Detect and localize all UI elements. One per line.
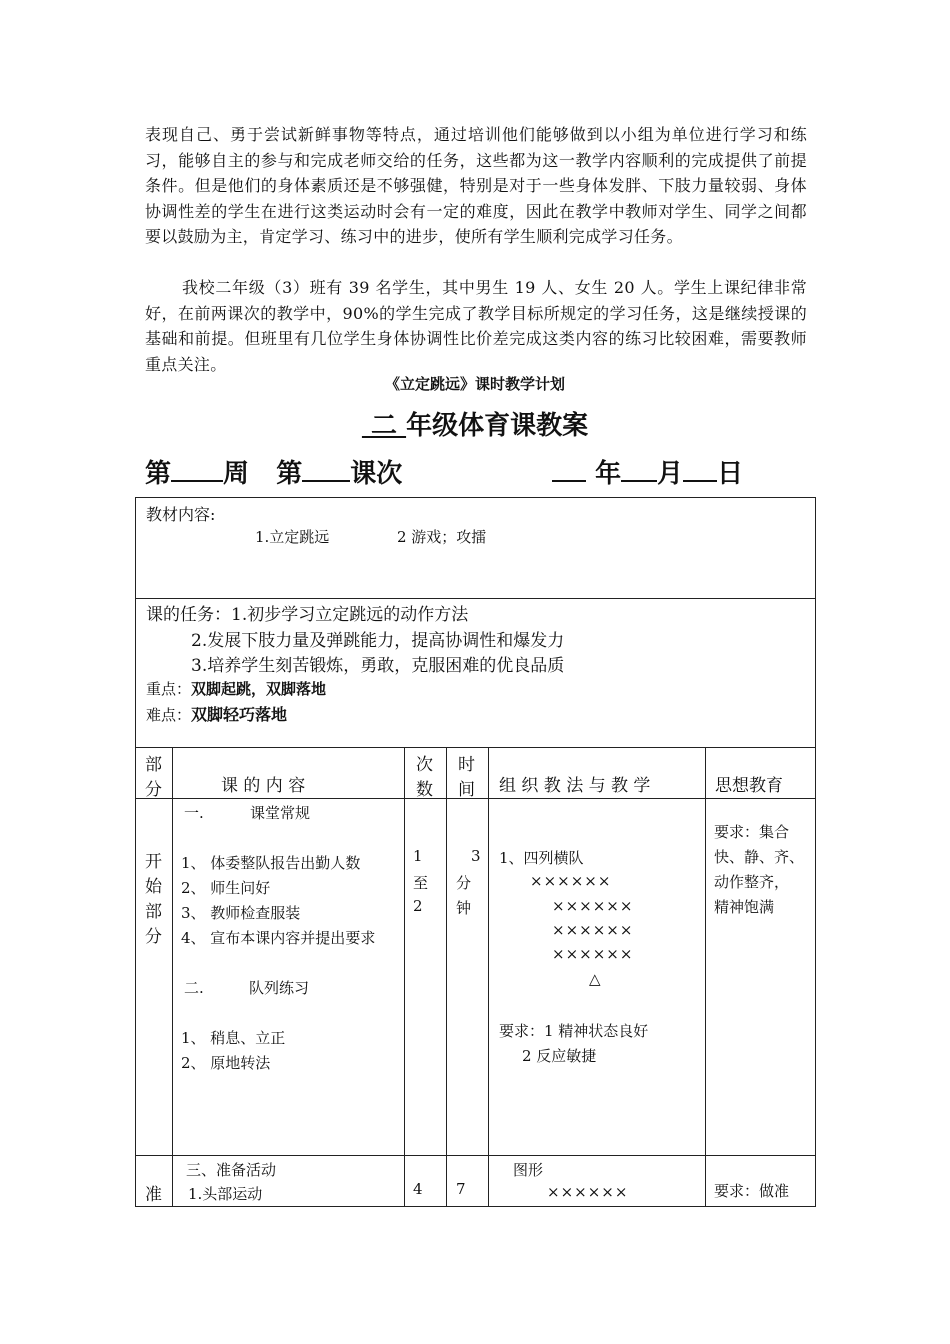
page-title: [0, 405, 950, 442]
start-times: 1: [413, 847, 423, 865]
divider: [135, 747, 816, 748]
task-2: 2.发展下肢力量及弹跳能力，提高协调性和爆发力: [191, 631, 565, 651]
title-suffix: 年级体育课教案: [406, 411, 589, 441]
method-requirement-2: 2 反应敏捷: [522, 1047, 597, 1065]
intro-paragraph-1: 表现自己、勇于尝试新鲜事物等特点，通过培训他们能够做到以小组为单位进行学习和练习，能够自主的参与和完成老师交给的任务，这些都为这一教学内容顺利的完成提供了前提条件。但是他们的身体素质还是不够强健，特别是对于一些身体发胖、下肢力量较弱、身体协调性差的学生在进行这类运动时会有一定的难度，因此在教学中教师对学生、同学之间都要以鼓励为主，肯定学习、练习中的进步，使所有学生顺利完成学习任务。: [145, 125, 807, 246]
content-item: 3、 教师检查服装: [181, 904, 301, 922]
start-part-char: 部: [145, 902, 162, 922]
column-line: [488, 747, 489, 1207]
key-point: 重点：双脚起跳，双脚落地: [146, 680, 327, 698]
prep-method: 图形: [513, 1161, 544, 1179]
teacher-triangle-icon: △: [589, 970, 601, 988]
section-1-number: 一.: [184, 804, 204, 822]
task-1: 课的任务：1.初步学习立定跳远的动作方法: [146, 605, 469, 625]
formation-row: ××××××: [552, 921, 634, 939]
header-part-2: 分: [145, 780, 162, 800]
start-part-char: 始: [145, 877, 162, 897]
divider: [135, 798, 816, 799]
content-item: 1、 稍息、立正: [181, 1029, 286, 1047]
material-label: 教材内容:: [146, 505, 216, 524]
task-3: 3.培养学生刻苦锻炼，勇敢，克服困难的优良品质: [191, 656, 565, 676]
start-duration: 分: [456, 874, 472, 892]
prep-part: 准: [145, 1185, 162, 1205]
prep-method: ××××××: [547, 1183, 629, 1201]
formation-row: ××××××: [552, 945, 634, 963]
start-part-char: 分: [145, 927, 162, 947]
education-line: 精神饱满: [714, 898, 775, 916]
header-duration-1: 时: [458, 755, 475, 775]
content-item: 1、 体委整队报告出勤人数: [181, 854, 361, 872]
column-line: [172, 747, 173, 1207]
start-times: 至: [413, 874, 429, 892]
content-item: 2、 原地转法: [181, 1054, 271, 1072]
header-times-2: 数: [416, 780, 433, 800]
column-line: [705, 747, 706, 1207]
method-requirement-1: 要求：1 精神状态良好: [499, 1022, 649, 1040]
start-duration: 3: [471, 847, 481, 865]
education-line: 要求：集合: [714, 823, 790, 841]
material-item-2: 2 游戏；攻擂: [397, 528, 487, 546]
column-line: [404, 747, 405, 1207]
column-line: [446, 747, 447, 1207]
start-part-char: 开: [145, 852, 162, 872]
prep-content: 1.头部运动: [188, 1185, 263, 1203]
header-part-1: 部: [145, 755, 162, 775]
section-2-number: 二.: [184, 979, 204, 997]
grade-number: 二: [370, 411, 397, 441]
education-line: 动作整齐，: [714, 873, 790, 891]
header-content: 课 的 内 容: [221, 776, 306, 796]
section-2-title: 队列练习: [249, 979, 310, 997]
prep-times: 4: [413, 1180, 423, 1198]
header-duration-2: 间: [458, 780, 475, 800]
formation-label: 1、四列横队: [499, 849, 584, 867]
formation-row: ××××××: [530, 872, 612, 890]
header-method: 组 织 教 法 与 教 学: [499, 776, 651, 796]
formation-row: ××××××: [552, 897, 634, 915]
header-times-1: 次: [416, 755, 433, 775]
week-line: 第 周 第 课次: [145, 453, 402, 490]
start-duration: 钟: [456, 899, 472, 917]
section-1-title: 课堂常规: [250, 804, 311, 822]
divider: [135, 598, 816, 599]
content-item: 2、 师生问好: [181, 879, 271, 897]
start-times: 2: [413, 897, 423, 915]
date-line: 年 月 日: [552, 453, 743, 490]
plan-title: 《立定跳远》课时教学计划: [384, 375, 565, 393]
content-item: 4、 宣布本课内容并提出要求: [181, 929, 376, 947]
material-item-1: 1.立定跳远: [255, 528, 330, 546]
education-line: 快、静、齐、: [714, 848, 805, 866]
divider: [135, 1155, 816, 1156]
intro-paragraph-2: 我校二年级（3）班有 39 名学生，其中男生 19 人、女生 20 人。学生上课纪律非常好，在前两课次的教学中，90%的学生完成了教学目标所规定的学习任务，这是继续授课的基础和前提。但班里有几位学生身体协调性比价差完成这类内容的练习比较困难，需要教师重点关注。: [145, 278, 807, 374]
difficulty-point: 难点：双脚轻巧落地: [146, 705, 288, 724]
prep-duration: 7: [456, 1180, 466, 1198]
prep-content: 三、准备活动: [186, 1161, 277, 1179]
header-education: 思想教育: [715, 776, 783, 796]
prep-education: 要求：做准: [714, 1182, 790, 1200]
